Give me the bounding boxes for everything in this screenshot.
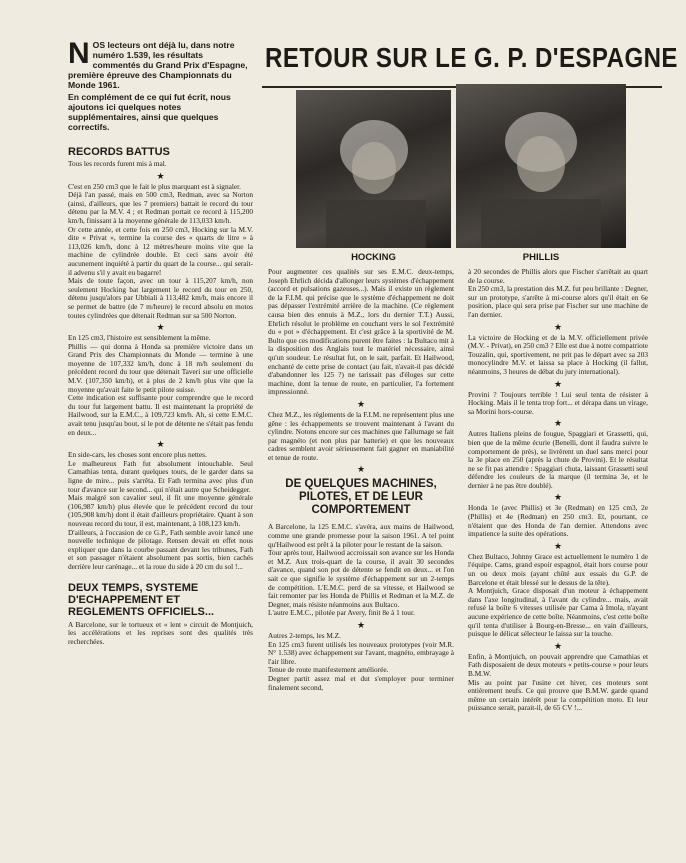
star-separator: ★ — [553, 540, 563, 551]
records-p10: Mais malgré son cavalier seul, il fit une moyenne générale (106,987 km/h) plus élevée que le précédent record du tour (105,908 km/h) dont il était d'ailleurs propriétaire. Quant à son nouveau record du tour, il est, maintenant, à 108,123 km/h. — [68, 493, 253, 528]
intro-text: OS lecteurs ont déjà lu, dans notre numéro 1.539, les résultats commentés du Grand Prix d'Espagne, première épreuve des Championnats du Monde 1961. — [68, 40, 248, 90]
page-title: RETOUR SUR LE G. P. D'ESPAGNE — [265, 42, 678, 73]
records-p9: Le malheureux Fath fut absolument intouchable. Seul Camathias tenta, durant quelques tours, de le garder dans sa ligne de mire... puis s'arrêta. Et Fath termina avec plus d'un tour d'avance sur le second... qui n'était autre que Scheidegger. — [68, 458, 253, 494]
photo-hocking — [296, 90, 451, 248]
col4-p8: A Montjuich, Grace disposait d'un moteur à échappement dans l'axe longitudinal, à l'avant du cylindre... mais, avait refusé la boîte 6 vitesses utilisée par Cama à Imola, n'ayant aucune expérience de cette boîte. Néanmoins, c'est cette boîte qu'il tenta d'utiliser à Bourg-en-Bresse... en vain d'ailleurs, puisque le délicat sélecteur le laissa sur la touche. — [468, 586, 649, 639]
col3-p5: L'autre E.M.C., pilotée par Avery, finit 8e à 1 tour. — [268, 608, 415, 618]
star-separator: ★ — [356, 620, 366, 630]
col4-p10: Mis au point par l'usine cet hiver, ces moteurs sont entièrement neufs. Ce qui prouve que B.M.W. garde quand même un certain intérêt pour la compétition moto. Et leur puissance serait, parait-il, de 65 CV !... — [468, 677, 648, 713]
intro-text-2: En complément de ce qui fut écrit, nous ajoutons ici quelques notes supplémentaires, ainsi que quelques correctifs. — [68, 92, 231, 132]
records-p5: En 125 cm3, l'histoire est sensiblement la même. — [68, 333, 211, 343]
star-separator: ★ — [553, 321, 563, 332]
star-separator: ★ — [156, 170, 165, 181]
col4-p7: Chez Bultaco, Johnny Grace est actuellement le numéro 1 de l'équipe. Cams, grand espoir espagnol, était hors course pour un ou deux mois (ayant chûté aux essais du G.P. de Barcelone et était blessé sur le dessus de la tête). — [468, 551, 648, 587]
star-separator: ★ — [553, 418, 563, 429]
star-separator: ★ — [156, 322, 165, 333]
col3-p2: Chez M.Z., les règlements de la F.I.M. ne représentent plus une gêne : les échappements se trouvent maintenant à l'avant du cylindre. Notons encore sur ces machines que l'allumage se fait par magnéto (et non plus par batterie) et que les nouveaux cadres semblent avoir sérieusement fait gagner en maniabilité et tenue de route. — [268, 409, 454, 462]
col4-p9: Enfin, à Montjuich, on pouvait apprendre que Camathias et Fath disposaient de deux moteurs « petits-course » pour leurs B.M.W. — [468, 651, 648, 678]
col4-p5: Autres Italiens pleins de fougue, Spaggiari et Grassetti, qui, bien que de la même écurie (Benelli, dont il faudra suivre le comportement de près), se livrèrent un duel sans merci pour la 3e place en 250 (après la chute de Provini). Et le résultat ne se fit pas attendre : Spaggiari chuta, laissant Grassetti seul défendre les couleurs de la marque (il termina 3e, et le dernier à ne pas être doublé). — [468, 429, 648, 490]
deux-temps-heading: DEUX TEMPS, SYSTEME D'ECHAPPEMENT ET REGLEMENTS OFFICIELS... — [68, 581, 215, 618]
col3-p6: Autres 2-temps, les M.Z. — [268, 631, 341, 640]
records-p8: En side-cars, les choses sont encore plus nettes. — [68, 450, 207, 460]
col3-p4: Tour après tour, Hailwood accroissait son avance sur les Honda et M.Z. Aux trois-quart de la course, il avait 30 secondes d'avance, quand son pot de détente se fendit en deux... et l'on sait ce que signifie le système d'échappement sur un 2-temps de compétition. L'E.M.C. perd de sa vitesse, et Hailwood se fait remonter par les Honda de Phillis et Redman et la M.Z. de Degner, mais résiste néanmoins aux Bultaco. — [268, 548, 454, 609]
records-heading: RECORDS BATTUS — [68, 146, 170, 158]
col3-p9: Degner partit assez mal et dut s'employer pour terminer finalement second, — [268, 673, 454, 692]
rider-portrait-icon — [296, 90, 451, 248]
column-3 — [268, 268, 454, 692]
star-separator: ★ — [156, 439, 165, 450]
column-4 — [468, 268, 648, 713]
star-separator: ★ — [553, 378, 563, 389]
machines-heading: DE QUELQUES MACHINES, PILOTES, ET DE LEUR COMPORTEMENT — [285, 478, 437, 517]
records-lead: Tous les records furent mis à mal. — [68, 159, 167, 168]
col3-p8: Tenue de route manifestement améliorée. — [268, 665, 389, 675]
column-1 — [68, 37, 253, 646]
records-p11: D'ailleurs, à l'occasion de ce G.P., Fath semble avoir lancé une nouvelle technique de pilotage. Rensen devait en effet nous expliquer que dans la courbe passant devant les tribunes, Fath et son passager n'étaient absolument pas sortis, bien cachés derrière leur carénage... et la roue du side à 20 cm du sol !... — [68, 527, 253, 571]
records-p3: Or cette année, et cette fois en 250 cm3, Hocking sur la M.V. dite « Privat », termine la course des « quarts de litre » à 113,026 km/h, donc à 12 mètres/heure moins vite que la machine de cylindrée double. Et ceci sans avoir été aucunement inquiété à partir du quart de la course... qui serait-il advenu s'il y avait eu bagarre! — [68, 224, 253, 277]
col4-p6: Honda 1e (avec Phillis) et 3e (Redman) en 125 cm3, 2e (Phillis) et 4e (Redman) en 250 cm3. Et, pourtant, ce n'étaient que des Honda de l'an dernier. Attendons avec impatience la suite des opérations. — [468, 503, 648, 539]
records-p1: C'est en 250 cm3 que le fait le plus marquant est à signaler. — [68, 181, 241, 191]
records-p4: Mais de toute façon, avec un tour à 115,207 km/h, non seulement Hocking bat largement le record du tour en 250, détenu jusqu'alors par Ubbiali à 113,482 km/h, mais encore il se permet de battre (de 7 m/heure) le record absolu en motos toutes cylindrées que détenait Redman sur sa 500 Norton. — [68, 276, 253, 320]
photo-phillis — [456, 84, 626, 248]
rider-portrait-icon — [456, 84, 626, 248]
intro-block — [68, 37, 253, 132]
star-separator: ★ — [553, 492, 563, 503]
star-separator: ★ — [356, 398, 366, 409]
col4-p2: En 250 cm3, la prestation des M.Z. fut peu brillante : Degner, sur un prototype, s'arrête à mi-course alors qu'il était en 6e position, place qui sera prise par Fischer sur une machine de l'an dernier. — [468, 284, 648, 319]
col4-p4: Provini ? Toujours terrible ! Lui seul tenta de résister à Hocking. Mais il le tenta trop fort... et dérapa dans un virage, sa Morini hors-course. — [468, 389, 648, 416]
col4-p3: La victoire de Hocking et de la M.V. officiellement privée (M.V. - Privat), en 250 cm3 ? Elle est due à notre compatriote Touzalin, qui, sportivement, ne prit pas le départ avec sa 203 monocylindre M.V. et laissa sa place à Hocking (il fallut, néanmoins, 3 heures de débat du jury international). — [468, 332, 649, 376]
col4-p1: à 20 secondes de Phillis alors que Fischer s'arrêtait au quart de la course. — [468, 267, 648, 285]
caption-hocking: HOCKING — [351, 252, 396, 263]
records-p7: Cette indication est suffisante pour comprendre que le record du tour fut largement battu. Il est maintenant la propriété de Hailwood, sur la E.M.C., à 109,723 km/h. Ah, si cette E.M.C. avait tenu jusqu'au bout, si le pot de détente ne s'était pas fendu en deux... — [68, 393, 253, 437]
records-p6: Phillis — qui donna à Honda sa première victoire dans un Grand Prix des Championnats du Monde — termine à une moyenne de 107,332 km/h, donc à 18 m/h seulement du précédent record du tour que détenait Taveri sur une officielle M.V. (107,350 km/h), et à plus de 2 km/h plus vite que la moyenne qu'avait faite le petit pilote suisse. — [68, 341, 253, 394]
intro-dropcap: N — [68, 37, 90, 70]
col3-p3: A Barcelone, la 125 E.M.C. s'avéra, aux mains de Hailwood, comme une grande promesse pour la saison 1961. A tel point qu'Hailwood est prêt à la piloter pour le restant de la saison. — [268, 522, 454, 549]
col3-p7: En 125 cm3 furent utilisés les nouveaux prototypes (voir M.R. N° 1.538) avec échappement sur l'avant, magnéto, embrayage à l'air libre. — [268, 639, 454, 666]
star-separator: ★ — [553, 640, 563, 651]
deux-temps-p1: A Barcelone, sur le tortueux et « lent » circuit de Montjuich, les accélérations et les reprises sont des qualités très recherchées. — [68, 619, 253, 646]
col3-p1: Pour augmenter ces qualités sur ses E.M.C. deux-temps, Joseph Ehrlich décida d'allonger leurs systèmes d'échappement (accord et pulsations gazeuses...). Mais il existe un règlement de la F.I.M. qui précise que le système d'échappement ne doit pas dépasser l'extrémité arrière de la machine. (Ce règlement causa bien des ennuis à M.Z., lors du dernier T.T.) Aussi, Ehrlich résolut le problème en couchant vers le sol l'extrémité du « pot » d'échappement. Et c'est grâce à la sportivité de M. Bulto que ces modifications purent être faites : la Bultaco mit à la disposition des Anglais tout le matériel nécessaire, ainsi qu'un soudeur. Le résultat fut, on le sait, parfait. Et Hailwood, enchanté de cette prise de contact (au fait, n'avait-il pas décidé d'abandonner les 125 ?) ne tarissait pas d'éloges sur cette machine, dont la tenue de route, en particulier, l'a fortement impressionné. — [268, 267, 454, 397]
caption-phillis: PHILLIS — [522, 252, 560, 263]
records-p2: Déjà l'an passé, mais en 500 cm3, Redman, avec sa Norton (ainsi, d'ailleurs, que les 7 premiers) battait le record du tour détenu par la M.V. 4 ; et Redman portait ce record à 115,200 km/h, finissant à la moyenne générale de 113,033 km/h. — [68, 190, 253, 225]
star-separator: ★ — [356, 464, 366, 475]
